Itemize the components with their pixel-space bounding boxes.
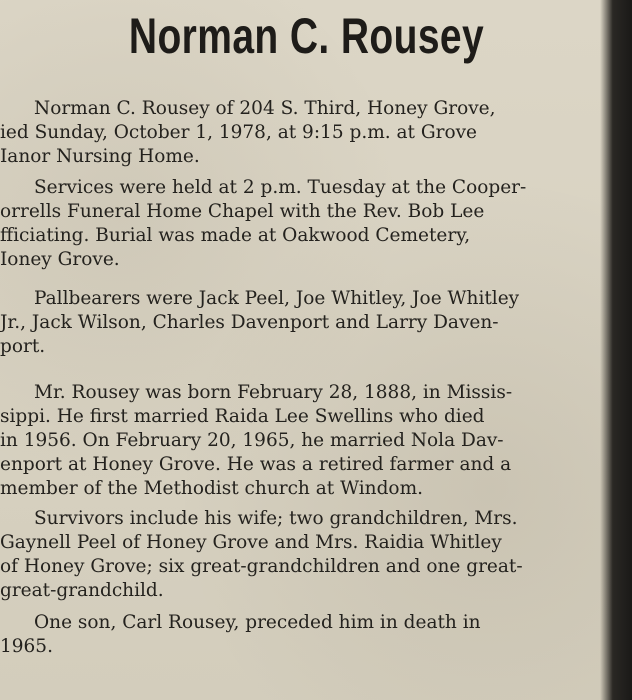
paragraph-2-line-4: Ioney Grove. [0, 249, 120, 270]
paragraph-5-line-3: of Honey Grove; six great-grandchildren and one great- [0, 556, 523, 577]
paragraph-4-line-1: Mr. Rousey was born February 28, 1888, in Missis- [34, 382, 513, 403]
paragraph-1-line-3: Ianor Nursing Home. [0, 146, 200, 167]
paragraph-4-line-4: enport at Honey Grove. He was a retired farmer and a [0, 454, 512, 475]
paragraph-2-line-1: Services were held at 2 p.m. Tuesday at the Cooper- [34, 177, 527, 198]
paragraph-4-line-5: member of the Methodist church at Windom. [0, 478, 423, 499]
paragraph-5-line-1: Survivors include his wife; two grandchildren, Mrs. [34, 508, 518, 529]
paragraph-3-line-2: Jr., Jack Wilson, Charles Davenport and Larry Daven- [0, 312, 499, 333]
paragraph-4-line-3: in 1956. On February 20, 1965, he married Nola Dav- [0, 430, 504, 451]
paragraph-1-line-2: ied Sunday, October 1, 1978, at 9:15 p.m. at Grove [0, 122, 478, 143]
scan-edge-shadow [600, 0, 632, 700]
paragraph-2-line-2: orrells Funeral Home Chapel with the Rev. Bob Lee [0, 201, 485, 222]
paragraph-3-line-1: Pallbearers were Jack Peel, Joe Whitley, Joe Whitley [34, 288, 520, 309]
paragraph-4-line-2: sippi. He first married Raida Lee Swellins who died [0, 406, 485, 427]
paragraph-3-line-3: port. [0, 336, 46, 357]
obituary-headline: Norman C. Rousey [128, 8, 485, 64]
paragraph-6-line-1: One son, Carl Rousey, preceded him in death in [34, 612, 481, 633]
paragraph-5-line-4: great-grandchild. [0, 580, 164, 601]
paragraph-2-line-3: fficiating. Burial was made at Oakwood Cemetery, [0, 225, 471, 246]
paragraph-5-line-2: Gaynell Peel of Honey Grove and Mrs. Raidia Whitley [0, 532, 502, 553]
paragraph-6-line-2: 1965. [0, 636, 53, 657]
paragraph-1-line-1: Norman C. Rousey of 204 S. Third, Honey Grove, [34, 98, 496, 119]
